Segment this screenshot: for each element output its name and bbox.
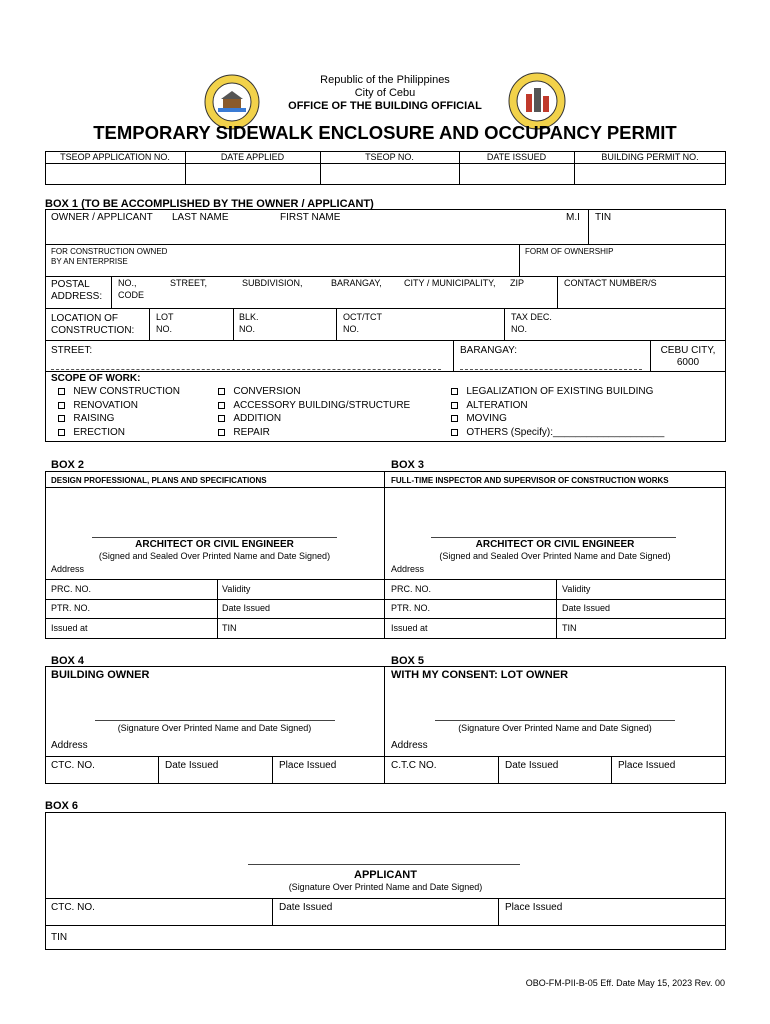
scope-item[interactable] bbox=[58, 386, 180, 398]
scope-item-label: OTHERS (Specify):____________________ bbox=[466, 427, 665, 438]
box6-tin-label: TIN bbox=[51, 932, 68, 943]
owner-label: OWNER / APPLICANT bbox=[51, 212, 153, 223]
box3-signed-note: (Signed and Sealed Over Printed Name and Date Signed) bbox=[439, 551, 671, 561]
scope-item[interactable] bbox=[58, 427, 125, 439]
box2-prc-label: PRC. NO. bbox=[51, 584, 92, 594]
scope-item[interactable] bbox=[451, 386, 653, 398]
box2-ptr-label: PTR. NO. bbox=[51, 603, 91, 613]
checkbox-icon[interactable] bbox=[218, 388, 225, 395]
owner-tin-field[interactable] bbox=[589, 224, 725, 243]
street-label: STREET: bbox=[51, 345, 93, 356]
building-permit-no-field[interactable] bbox=[575, 164, 725, 184]
barangay-label: BARANGAY: bbox=[460, 345, 518, 356]
scope-item-label: REPAIR bbox=[233, 427, 270, 438]
zip-6000-label: 6000 bbox=[676, 357, 700, 368]
box2-date-issued-field[interactable] bbox=[275, 601, 382, 616]
checkbox-icon[interactable] bbox=[218, 429, 225, 436]
oct-tct-label-1: OCT/TCT bbox=[343, 312, 382, 322]
scope-item-label: ERECTION bbox=[73, 427, 126, 438]
street-col-label: STREET, bbox=[170, 278, 208, 288]
lot-no-field[interactable] bbox=[175, 323, 232, 339]
box3-address-field[interactable] bbox=[430, 563, 724, 577]
street-field[interactable] bbox=[51, 355, 441, 369]
location-label-1: LOCATION OF bbox=[51, 313, 119, 324]
box6-tin-field[interactable] bbox=[75, 927, 725, 949]
box4-place-issued-label: Place Issued bbox=[279, 760, 337, 771]
box4-ctc-label: CTC. NO. bbox=[51, 760, 95, 771]
form-of-ownership-label: FORM OF OWNERSHIP bbox=[525, 247, 614, 256]
scope-item-label: CONVERSION bbox=[233, 386, 301, 397]
box5-date-issued-field[interactable] bbox=[499, 772, 610, 783]
location-label-2: CONSTRUCTION: bbox=[51, 325, 135, 336]
box2-heading: BOX 2 bbox=[51, 459, 85, 471]
box2-signature-field[interactable] bbox=[92, 500, 337, 536]
box3-validity-label: Validity bbox=[562, 584, 591, 594]
lot-no-label-1: LOT bbox=[156, 312, 174, 322]
scope-item[interactable] bbox=[58, 413, 114, 425]
checkbox-icon[interactable] bbox=[58, 402, 65, 409]
box5-ctc-label: C.T.C NO. bbox=[391, 760, 437, 771]
zip-col-label: ZIP bbox=[510, 278, 525, 288]
box3-issued-at-field[interactable] bbox=[440, 620, 554, 637]
box2-address-label: Address bbox=[51, 564, 85, 574]
scope-item-label: ALTERATION bbox=[466, 400, 528, 411]
box2-signed-note: (Signed and Sealed Over Printed Name and Date Signed) bbox=[98, 551, 331, 561]
scope-item[interactable] bbox=[58, 400, 138, 412]
no-code-label-1: NO., bbox=[118, 278, 137, 288]
page-title: TEMPORARY SIDEWALK ENCLOSURE AND OCCUPANCY PERMIT bbox=[93, 122, 677, 143]
scope-item-label: LEGALIZATION OF EXISTING BUILDING bbox=[466, 386, 654, 397]
box4-place-issued-field[interactable] bbox=[273, 772, 383, 783]
box1-heading: BOX 1 (TO BE ACCOMPLISHED BY THE OWNER / APPLICANT) bbox=[45, 198, 374, 210]
box3-tin-field[interactable] bbox=[585, 620, 724, 637]
box2-tin-label: TIN bbox=[222, 623, 237, 633]
box2-issued-at-label: Issued at bbox=[51, 623, 88, 633]
box5-heading: BOX 5 bbox=[391, 655, 425, 667]
city-line: City of Cebu bbox=[354, 87, 416, 99]
box3-date-issued-field[interactable] bbox=[615, 601, 724, 616]
enterprise-label-1: FOR CONSTRUCTION OWNED bbox=[51, 247, 168, 256]
box6-date-issued-label: Date Issued bbox=[279, 902, 333, 913]
blk-no-label-2: NO. bbox=[239, 324, 256, 334]
blk-no-label-1: BLK. bbox=[239, 312, 259, 322]
barangay-col-label: BARANGAY, bbox=[331, 278, 382, 288]
box6-signature-note: (Signature Over Printed Name and Date Signed) bbox=[288, 882, 483, 892]
box2-issued-at-field[interactable] bbox=[100, 620, 215, 637]
tax-dec-label-2: NO. bbox=[511, 324, 528, 334]
box5-subtitle: WITH MY CONSENT: LOT OWNER bbox=[391, 669, 569, 681]
checkbox-icon[interactable] bbox=[451, 415, 458, 422]
box2-tin-field[interactable] bbox=[245, 620, 382, 637]
box3-heading: BOX 3 bbox=[391, 459, 425, 471]
box5-place-issued-field[interactable] bbox=[612, 772, 725, 783]
box6-heading: BOX 6 bbox=[45, 800, 79, 812]
scope-item[interactable] bbox=[451, 427, 664, 439]
subdivision-col-label: SUBDIVISION, bbox=[242, 278, 303, 288]
scope-item-label: RENOVATION bbox=[73, 400, 138, 411]
box5-address-field[interactable] bbox=[435, 738, 724, 754]
tax-dec-label-1: TAX DEC. bbox=[511, 312, 552, 322]
barangay-field[interactable] bbox=[460, 355, 642, 369]
box3-ptr-field[interactable] bbox=[440, 601, 554, 616]
postal-label-1: POSTAL bbox=[51, 279, 90, 290]
box4-heading: BOX 4 bbox=[51, 655, 85, 667]
box6-place-issued-field[interactable] bbox=[499, 913, 725, 924]
first-name-label: FIRST NAME bbox=[280, 212, 341, 223]
box3-prc-label: PRC. NO. bbox=[391, 584, 432, 594]
box2-validity-label: Validity bbox=[222, 584, 251, 594]
checkbox-icon[interactable] bbox=[451, 429, 458, 436]
box3-address-label: Address bbox=[391, 564, 425, 574]
oct-tct-field[interactable] bbox=[362, 323, 503, 339]
box3-role: ARCHITECT OR CIVIL ENGINEER bbox=[475, 539, 635, 550]
box2-address-field[interactable] bbox=[90, 563, 382, 577]
scope-item-label: RAISING bbox=[73, 413, 115, 424]
contact-number-field[interactable] bbox=[558, 290, 725, 307]
oct-tct-label-2: NO. bbox=[343, 324, 360, 334]
box4-address-label: Address bbox=[51, 740, 88, 751]
box6-ctc-label: CTC. NO. bbox=[51, 902, 95, 913]
box3-subtitle: FULL-TIME INSPECTOR AND SUPERVISOR OF CONSTRUCTION WORKS bbox=[391, 476, 669, 485]
scope-item-label: MOVING bbox=[466, 413, 507, 424]
last-name-label: LAST NAME bbox=[172, 212, 229, 223]
tseop-no-label: TSEOP NO. bbox=[365, 152, 414, 162]
enterprise-label-2: BY AN ENTERPRISE bbox=[51, 257, 128, 266]
box3-tin-label: TIN bbox=[562, 623, 577, 633]
box5-signature-note: (Signature Over Printed Name and Date Signed) bbox=[458, 723, 652, 733]
republic-line: Republic of the Philippines bbox=[320, 74, 450, 86]
checkbox-icon[interactable] bbox=[58, 388, 65, 395]
box6-role: APPLICANT bbox=[354, 869, 417, 881]
box3-validity-field[interactable] bbox=[602, 582, 724, 597]
city-col-label: CITY / MUNICIPALITY, bbox=[404, 278, 496, 288]
box2-subtitle: DESIGN PROFESSIONAL, PLANS AND SPECIFICATIONS bbox=[51, 476, 267, 485]
owner-name-field[interactable] bbox=[46, 224, 587, 243]
blk-no-field[interactable] bbox=[258, 323, 335, 339]
box3-signature-field[interactable] bbox=[431, 500, 676, 536]
mi-label: M.I bbox=[566, 212, 580, 223]
scope-item[interactable] bbox=[218, 413, 281, 425]
office-line: OFFICE OF THE BUILDING OFFICIAL bbox=[288, 100, 482, 112]
checkbox-icon[interactable] bbox=[451, 388, 458, 395]
box2-validity-field[interactable] bbox=[262, 582, 382, 597]
checkbox-icon[interactable] bbox=[451, 402, 458, 409]
checkbox-icon[interactable] bbox=[58, 415, 65, 422]
date-applied-field[interactable] bbox=[186, 164, 319, 184]
no-code-label-2: CODE bbox=[118, 290, 145, 300]
scope-of-work-label: SCOPE OF WORK: bbox=[51, 373, 141, 384]
box4-signature-note: (Signature Over Printed Name and Date Signed) bbox=[117, 723, 312, 733]
box6-ctc-field[interactable] bbox=[46, 913, 271, 924]
tseop-application-no-field[interactable] bbox=[46, 164, 184, 184]
box4-address-field[interactable] bbox=[95, 738, 382, 754]
box6-signature-field[interactable] bbox=[248, 830, 520, 863]
box5-ctc-field[interactable] bbox=[385, 772, 497, 783]
date-applied-label: DATE APPLIED bbox=[220, 152, 285, 162]
scope-item[interactable] bbox=[451, 400, 528, 412]
checkbox-icon[interactable] bbox=[218, 415, 225, 422]
tax-dec-field[interactable] bbox=[530, 323, 725, 339]
box4-subtitle: BUILDING OWNER bbox=[51, 669, 150, 681]
checkbox-icon[interactable] bbox=[218, 402, 225, 409]
box3-prc-field[interactable] bbox=[440, 582, 554, 597]
box4-ctc-field[interactable] bbox=[46, 772, 157, 783]
box5-place-issued-label: Place Issued bbox=[618, 760, 676, 771]
box4-signature-field[interactable] bbox=[95, 688, 335, 719]
box5-signature-field[interactable] bbox=[435, 688, 675, 719]
box5-date-issued-label: Date Issued bbox=[505, 760, 559, 771]
scope-item-label: ADDITION bbox=[233, 413, 282, 424]
date-issued-field[interactable] bbox=[460, 164, 573, 184]
enterprise-field[interactable] bbox=[180, 245, 518, 275]
box3-ptr-label: PTR. NO. bbox=[391, 603, 431, 613]
scope-item[interactable] bbox=[218, 427, 270, 439]
box2-role: ARCHITECT OR CIVIL ENGINEER bbox=[135, 539, 294, 550]
box3-issued-at-label: Issued at bbox=[391, 623, 428, 633]
scope-item-label: NEW CONSTRUCTION bbox=[73, 386, 181, 397]
tseop-no-field[interactable] bbox=[321, 164, 458, 184]
scope-item-label: ACCESSORY BUILDING/STRUCTURE bbox=[233, 400, 411, 411]
box2-ptr-field[interactable] bbox=[100, 601, 215, 616]
lot-no-label-2: NO. bbox=[156, 324, 173, 334]
box4-date-issued-field[interactable] bbox=[159, 772, 271, 783]
form-code-footer: OBO-FM-PII-B-05 Eff. Date May 15, 2023 Rev. 00 bbox=[525, 978, 725, 988]
scope-item[interactable] bbox=[218, 386, 301, 398]
tseop-application-no-label: TSEOP APPLICATION NO. bbox=[60, 152, 170, 162]
box3-date-issued-label: Date Issued bbox=[562, 603, 611, 613]
scope-item[interactable] bbox=[451, 413, 507, 425]
box5-address-label: Address bbox=[391, 740, 428, 751]
cebu-city-label: CEBU CITY, bbox=[660, 345, 716, 356]
contact-numbers-label: CONTACT NUMBER/S bbox=[564, 278, 657, 288]
box2-prc-field[interactable] bbox=[100, 582, 215, 597]
form-of-ownership-field[interactable] bbox=[520, 258, 725, 275]
postal-address-field[interactable] bbox=[150, 290, 556, 307]
postal-label-2: ADDRESS: bbox=[51, 291, 103, 302]
tin-label: TIN bbox=[595, 212, 612, 223]
box2-date-issued-label: Date Issued bbox=[222, 603, 271, 613]
scope-item[interactable] bbox=[218, 400, 410, 412]
box4-date-issued-label: Date Issued bbox=[165, 760, 219, 771]
building-permit-no-label: BUILDING PERMIT NO. bbox=[601, 152, 699, 162]
box6-date-issued-field[interactable] bbox=[273, 913, 497, 924]
date-issued-label: DATE ISSUED bbox=[486, 152, 547, 162]
box6-place-issued-label: Place Issued bbox=[505, 902, 563, 913]
checkbox-icon[interactable] bbox=[58, 429, 65, 436]
